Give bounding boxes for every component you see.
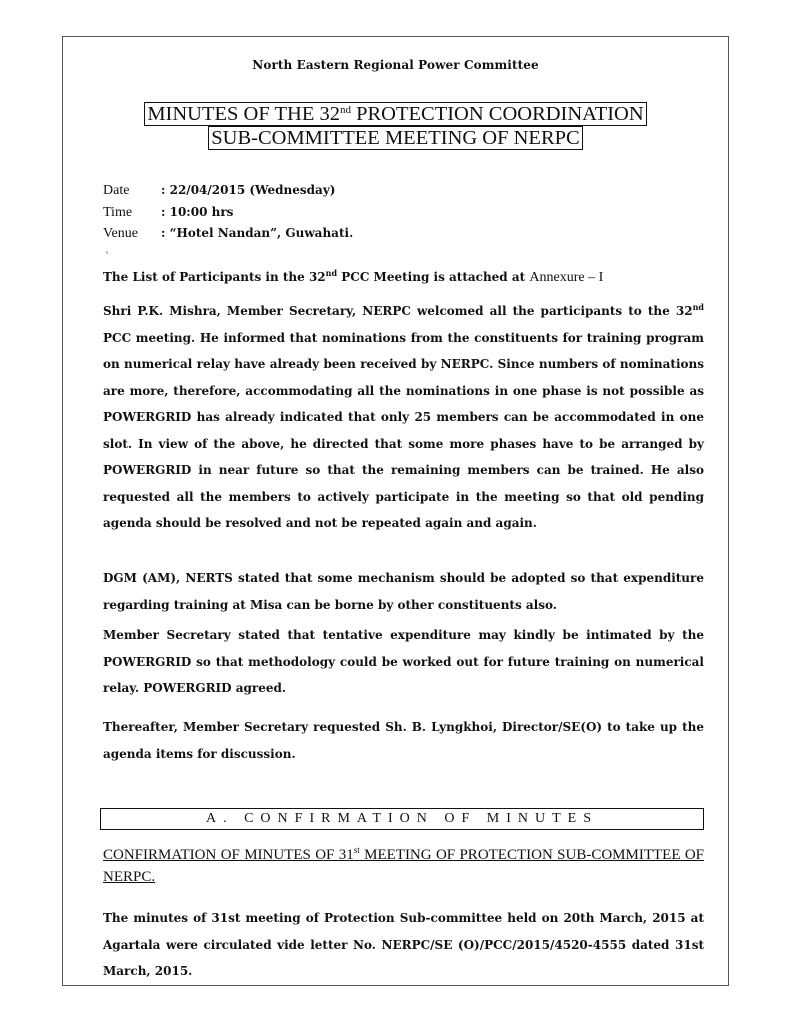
title-line-1-text: MINUTES OF THE 32 (147, 103, 340, 125)
venue-label: Venue (103, 226, 138, 241)
meeting-details (103, 180, 353, 245)
title-superscript: nd (339, 104, 351, 116)
section-a-paragraph: The minutes of 31st meeting of Protection Sub-committee held on 20th March, 2015 at Agartala were circulated vide letter No. NERPC/SE (O)/PCC/2015/4520-4555 dated 31st March, 2015. (103, 911, 704, 978)
title-line-1-rest: PROTECTION COORDINATION (350, 103, 644, 125)
section-a-subheading (103, 844, 704, 888)
agenda-paragraph: Thereafter, Member Secretary requested Sh. B. Lyngkhoi, Director/SE(O) to take up the agenda items for discussion. (103, 720, 704, 761)
welcome-text: Shri P.K. Mishra, Member Secretary, NERPC welcomed all the participants to the 32 (103, 304, 693, 318)
annexure-link-text: Annexure – I (529, 270, 604, 285)
title-line-2: SUB-COMMITTEE MEETING OF NERPC (208, 126, 582, 150)
time-value: : 10:00 hrs (161, 204, 234, 219)
date-label: Date (103, 183, 130, 198)
expenditure-paragraph: Member Secretary stated that tentative expenditure may kindly be intimated by the POWERGRID so that methodology could be worked out for future training on numerical relay. POWERGRID agreed. (103, 628, 704, 695)
participants-superscript: nd (325, 268, 338, 278)
subheading-text-rest: MEETING OF PROTECTION SUB-COMMITTEE OF NERPC. (103, 847, 705, 885)
date-row (103, 180, 353, 202)
venue-value: : “Hotel Nandan”, Guwahati. (161, 226, 354, 240)
time-row (103, 202, 353, 224)
subheading-superscript: st (353, 845, 360, 855)
date-value: : 22/04/2015 (Wednesday) (161, 183, 336, 197)
title-line-1 (144, 102, 646, 126)
time-label: Time (103, 204, 133, 220)
venue-row (103, 223, 353, 245)
subheading-text: CONFIRMATION OF MINUTES OF 31 (103, 847, 354, 863)
stray-mark: ` (105, 252, 110, 263)
nerts-paragraph: DGM (AM), NERTS stated that some mechanism should be adopted so that expenditure regarding training at Misa can be borne by other constituents also. (103, 571, 704, 612)
participants-paragraph (103, 264, 704, 292)
welcome-paragraph (103, 298, 704, 537)
welcome-superscript: nd (692, 302, 704, 312)
participants-text: The List of Participants in the 32 (103, 270, 326, 284)
welcome-text-rest: PCC meeting. He informed that nominations from the constituents for training program on numerical relay have already been received by NERPC. Since numbers of nominations are more, therefore, accommodating all the nominations in one phase is not possible as POWERGRID has already indicated that only 25 members can be accommodated in one slot. In view of the above, he directed that some more phases have to be arranged by POWERGRID in near future so that the remaining members can be trained. He also requested all the members to actively participate in the meeting so that old pending agenda should be resolved and not be repeated again and again. (103, 330, 704, 530)
section-a-heading: A. CONFIRMATION OF MINUTES (100, 808, 704, 830)
document-title (0, 102, 791, 150)
participants-text-rest: PCC Meeting is attached at (337, 270, 530, 284)
organization-name: North Eastern Regional Power Committee (252, 58, 539, 72)
